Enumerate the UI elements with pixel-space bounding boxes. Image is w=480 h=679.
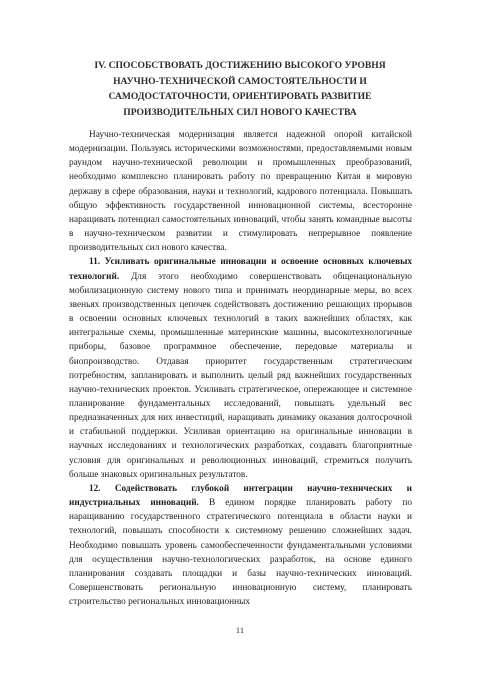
paragraph-11-lead: 11. Усиливать оригинальные инновации и освоение основных ключевых технологий.: [69, 257, 412, 282]
paragraph-11-body: Для этого необходимо совершенствовать общенациональную мобилизационную систему нового типа и принимать неординарные меры, во всех звеньях производственных цепочек содействовать достижению решающих прорывов в освоении основных ключевых технологий в таких важнейших областях, как интегральные схемы, промышленные материнские машины, высокотехнологичные приборы, базовое программное обеспечение, передовые материалы и биопроизводство. Отдавая приоритет государственным стратегическим потребностям, запланировать и выполнить целый ряд важнейших государственных научно-технических проектов. Усиливать стратегическое, опережающее и системное планирование фундаментальных исследований, повышать удельный вес предназначенных для них инвестиций, наращивать динамику оказания долгосрочной и стабильной поддержки. Усиливая ориентацию на оригинальные инновации в научных исследованиях и технологических разработках, создавать благоприятные условия для оригинальных и революционных инноваций, стремиться получить больше знаковых оригинальных результатов.: [69, 271, 412, 480]
paragraph-11: [69, 255, 412, 482]
paragraph-12-body: В едином порядке планировать работу по наращиванию государственного стратегического потенциала в области науки и технологий, повышать способности к системному решению сложнейших задач. Необходимо повышать уровень самообеспеченности фундаментальными условиями для осуществления научно-технологических разработок, на основе единого планирования создавать площадки и базы научно-технических инноваций. Совершенствовать региональную инновационную систему, планировать строительство региональных инновационных: [69, 498, 412, 608]
document-body: [69, 128, 412, 609]
heading-line: САМОДОСТАТОЧНОСТИ, ОРИЕНТИРОВАТЬ РАЗВИТИЕ: [108, 91, 372, 103]
paragraph-12: [69, 482, 412, 609]
page-number: 11: [235, 625, 245, 635]
intro-paragraph: Научно-техническая модернизация является надежной опорой китайской модернизации. Пользуясь историческими возможностями, предоставляемыми новым раундом научно-технической революции и промышленных преобразований, необходимо комплексно планировать работу по превращению Китая в мировую державу в сфере образования, науки и технологий, кадрового потенциала. Повышать общую эффективность государственной инновационной системы, всесторонне наращивать потенциал самостоятельных инноваций, чтобы занять командные высоты в научно-техническом развитии и стимулировать непрерывное появление производительных сил нового качества.: [69, 130, 412, 254]
heading-line: НАУЧНО-ТЕХНИЧЕСКОЙ САМОСТОЯТЕЛЬНОСТИ И: [113, 75, 367, 87]
heading-line: IV. СПОСОБСТВОВАТЬ ДОСТИЖЕНИЮ ВЫСОКОГО УРОВНЯ: [94, 60, 386, 71]
heading-line: ПРОИЗВОДИТЕЛЬНЫХ СИЛ НОВОГО КАЧЕСТВА: [123, 106, 357, 118]
paragraph-12-lead: 12. Содействовать глубокой интеграции научно-технических и индустриальных инноваций.: [69, 483, 412, 509]
section-heading: [60, 58, 420, 120]
